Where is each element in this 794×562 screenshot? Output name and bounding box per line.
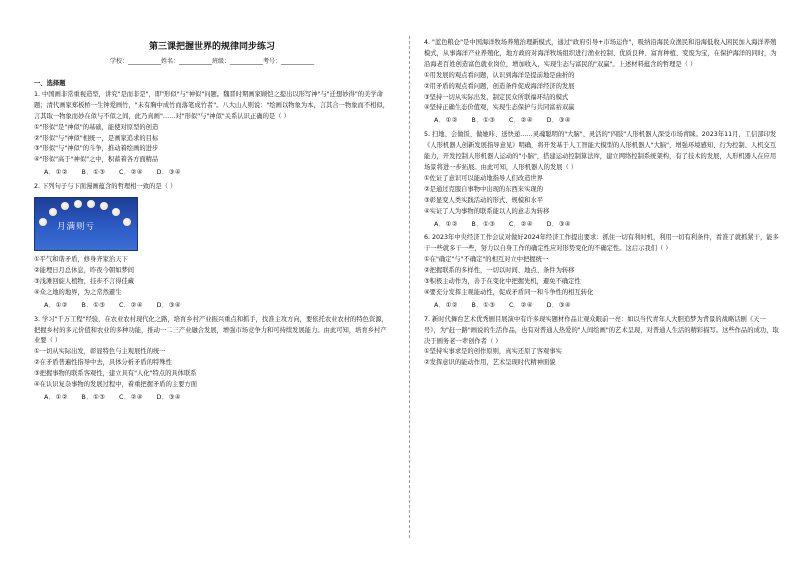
moon-icon: [61, 202, 69, 210]
question-4-choices: A．①② B．①③ C．②④ D．③④: [434, 117, 572, 125]
question-1-stem: 1. 中国画非常重视造型，讲究"是而非是"，即"形似"与"神似"问题。魏晋时期画家顾恺之提出以形写神"与"迁想妙得"的美学命题；清代画家郑板桥一生钟爱画竹，"未有胸中成竹而落笔成竹者"。八大山人则说："绘画以物象为本，言其合一物象而不相似，言其取一物象而妙在似与不似之间，此乃真画"……对"形似"与"神似"关系认识正确的是（ ）: [34, 90, 390, 120]
question-6-option: ③积极主动作为，善于在变化中把握先机，避免不确定性: [424, 278, 581, 286]
question-5-stem: 5. 扫地、会做饭、做她咔、送快递……灵魂聪明的"大脑"、灵活的"四肢"人形机器人深受市场青睐。2023年11月，工信部印发《人形机器人创新发展指导意见》明确，将开发基于人工智能大模型的人形机器人"大脑"，增强环境感知、行为控制、人机交互能力，开发控制人形机器人运动的"小脑"，搭建运动控制算法库，建立网络控制系统架构，有了技术的发展，人形机器人在应用场景将进一步拓展。由此可知，人形机器人的发展（ ）: [424, 131, 777, 171]
question-2-option: ①平气和谐矛盾，修身齐家治天下: [34, 256, 128, 264]
question-5-choices: A．①② B．①③ C．②④ D．③④: [434, 220, 572, 228]
moon-icon: [74, 200, 82, 208]
question-6-choices: A．①② B．①③ C．②④ D．③④: [434, 301, 572, 309]
question-5-option: ②是通过克服自事物中出现的东西来实现的: [424, 185, 543, 193]
question-4-stem: 4. "蓝色粮仓"是中国海洋牧场养殖治理新模式，通过"政府引导+市场运作"，吸纳沿海民众渔民和沿海低收入困民加入海洋养殖模式，从事海洋产业养殖化，地方政府对海洋牧场组织进行渔业控制、优质良种、富育种植、变废为宝，在保护海洋的同时，为沿海老百姓创造富色就业岗位，增加收入，实现生态与富民的"双赢"。上述材料蕴含的哲理是（ ）: [424, 39, 777, 68]
question-1-option: ②"形似"与"神似"相统一，是画家追求的目标: [34, 134, 159, 142]
question-3-choices: A．①② B．①③ C．②④ D．③④: [44, 393, 182, 401]
student-info-line: 学校：___________姓名：___________班级：___________考号：___________: [109, 58, 314, 65]
section-heading: 一、选择题: [34, 80, 66, 87]
question-6-stem: 6. 2023年中央经济工作会议对做好2024年经济工作提出要求：抓住一切有利时机，利用一切有利条件，看准了就抓紧干，能多干一些就多干一些，努力以自身工作的确定性应对形势变化的不确定性。这启示我们（ ）: [424, 234, 779, 253]
moon-icon: [100, 202, 108, 210]
moon-icon: [39, 218, 47, 226]
question-7-stem: 7. 新时代舞台艺术优秀剧目展演中有许多现实题材作品让观众眼前一亮：如以当代青年人大胆追梦为背景的战略话剧《天一号》，为"赶一路"画说的生活作品，也有对普通人热爱的"人间绘画"的艺术呈现，对普通人生活的精彩描写。这些作品的成功，取决于剧务老一辈创作者（ ）: [424, 315, 779, 345]
question-3-option: ④在认识复杂事物的发展过程中，着重把握矛盾的主要方面: [34, 381, 198, 389]
question-6-option: ④要充分发挥主观能动性，促成矛盾同一和斗争性的相互转化: [424, 288, 594, 296]
question-6-option: ①在"确定"与"不确定"的相互对立中把握统一: [424, 256, 549, 264]
column-divider: [409, 36, 410, 538]
question-4-option: ①用发展的观点看问题，认识到海洋是提前地是曲折的: [424, 71, 575, 79]
moon-icon: [123, 218, 131, 226]
question-3-option: ②在矛盾普遍性指导中去，具体分析矛盾的特殊性: [34, 359, 172, 367]
question-2-choices: A．①② B．①③ C．②④ D．③④: [44, 301, 182, 309]
cartoon-caption: 月满则亏: [57, 222, 96, 233]
question-5-option: ④实证了人为事物的联系能以人的意志为转移: [424, 207, 550, 215]
page-title: 第三课把握世界的规律同步练习: [148, 42, 275, 52]
question-4-option: ②用矛盾的观点看问题，创造条件促成海洋经济的发展: [424, 82, 575, 90]
question-7-option: ②发挥意识的能动作用，艺术呈现时代精神面貌: [424, 359, 556, 367]
question-5-option: ③彰显变人类实践活动的形式、规模和水平: [424, 196, 543, 204]
moon-icon: [87, 200, 95, 208]
question-7-option: ①坚持实事求是的创作原则，真实还原了客观事实: [424, 348, 562, 356]
question-1-option: ①"形似"是"神似"的基础，能使对原型的创造: [34, 123, 159, 131]
moon-icon: [49, 208, 57, 216]
question-3-option: ①一切从实际出发，彰显特色与主观展性的统一: [34, 348, 166, 356]
question-4-option: ③坚持一切从实际出发，制定民众所联福环结的模式: [424, 93, 569, 101]
question-1-option: ③"形似"与"神似"的斗争，推动着绘画的进步: [34, 145, 159, 153]
question-1-choices: A．①② B．①③ C．②④ D．③④: [44, 169, 182, 177]
question-1-option: ④"形似"高于"神似"之中，积蓄着各方面精品: [34, 156, 159, 164]
moon-phase-cartoon: [34, 197, 138, 251]
left-column: [34, 38, 390, 407]
question-4-option: ④坚持正确生态价值观，实现生态保护与共同富裕双赢: [424, 104, 575, 112]
question-2-option: ③浅滩回旋人植物，挂步不言得佳藏: [34, 277, 135, 285]
moon-icon: [112, 208, 120, 216]
question-3-stem: 3. 学习"千万工程"经验，在农业农村现代化之路，培育乡村产业振兴重点和抓手，找准主攻方向，要依托农业农村的特色资源，把握乡村的多元价值和农业的多种功能，推动一二三产业融合发展，增强市场竞争力和可持续发展能力。由此可知，培育乡村产业要（ ）: [34, 315, 388, 345]
question-6-option: ②把握联系的多样性，一切以时间、地点、条件为转移: [424, 267, 575, 275]
right-column: [424, 38, 780, 369]
question-2-option: ④众之地的地界，为之常然避生: [34, 288, 122, 296]
question-2-option: ②能埋日月总休息，昨夜今朝如梦间: [34, 266, 135, 274]
question-2-stem: 2. 下列句子与下面漫画蕴含的哲理相一致的是（ ）: [34, 183, 177, 191]
question-5-option: ①佐证了意识可以能动地指导人们改造世界: [424, 174, 543, 182]
question-3-option: ③把握事物的联系客观性，建立具有"人化"特点的具体联系: [34, 370, 197, 378]
